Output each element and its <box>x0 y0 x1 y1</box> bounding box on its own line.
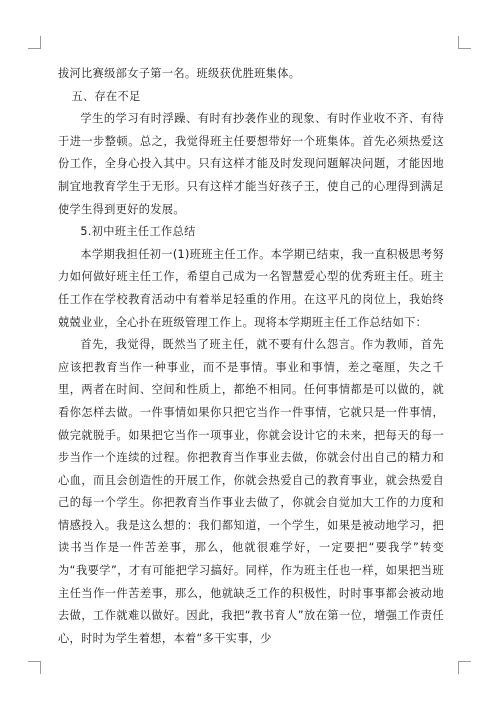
section-heading-shortcomings: 五、存在不足 <box>71 89 141 103</box>
paragraph-intro: 本学期我担任初一(1)班班主任工作。本学期已结束，我一直积极思考努力如何做好班主任工作，希望自己成为一名智慧爱心型的优秀班主任。班主任工作在学校教育活动中有着举足轻重的作用。在这平凡的岗位上，我始终兢兢业业，全心扑在班级管理工作上。现将本学期班主任工作总结如下： <box>58 247 444 329</box>
corner-mark-bottom-left <box>28 661 41 674</box>
paragraph-main: 首先，我觉得，既然当了班主任，就不要有什么怨言。作为教师，首先应该把教育当作一种事业，而不是事情。事业和事情，差之毫厘，失之千里，两者在时间、空间和性质上，都绝不相同。任何事情都是可以做的，就看你怎样去做。一件事情如果你只把它当作一件事情，它就只是一件事情，做完就脱手。如果把它当作一项事业，你就会设计它的未来，把每天的每一步当作一个连续的过程。你把教育当作事业去做，你就会付出自己的精力和心血，而且会创造性的开展工作，你就会热爱自己的教育事业，就会热爱自己的每一个学生。你把教育当作事业去做了，你就会自觉加大工作的力度和情感投入。我是这么想的：我们都知道，一个学生，如果是被动地学习，把读书当作是一件苦差事，那么，他就很难学好，一定要把“要我学”转变为“我要学”，才有可能把学习搞好。同样，作为班主任也一样，如果把当班主任当作一件苦差事，那么，他就缺乏工作的积极性，时时事事都会被动地去做，工作就难以做好。因此，我把“教书育人”放在第一位，增强工作责任心，时时为学生着想，本着“多干实事，少 <box>58 338 444 645</box>
paragraph-continuation: 拔河比赛级部女子第一名。班级获优胜班集体。 <box>58 67 301 80</box>
document-body <box>58 63 444 650</box>
corner-mark-bottom-right <box>458 661 471 674</box>
paragraph-shortcomings: 学生的学习有时浮躁、有时有抄袭作业的现象、有时作业收不齐、有待于进一步整顿。总之，我觉得班主任要想带好一个班集体。首先必须热爱这份工作，全身心投入其中。只有这样才能及时发现问题解决问题，才能因地制宜地教育学生于无形。只有这样才能当好孩子王，使自己的心理得到满足使学生得到更好的发展。 <box>58 112 444 216</box>
section-heading-summary: 5.初中班主任工作总结 <box>80 225 196 239</box>
corner-mark-top-left <box>28 36 41 49</box>
corner-mark-top-right <box>458 36 471 49</box>
